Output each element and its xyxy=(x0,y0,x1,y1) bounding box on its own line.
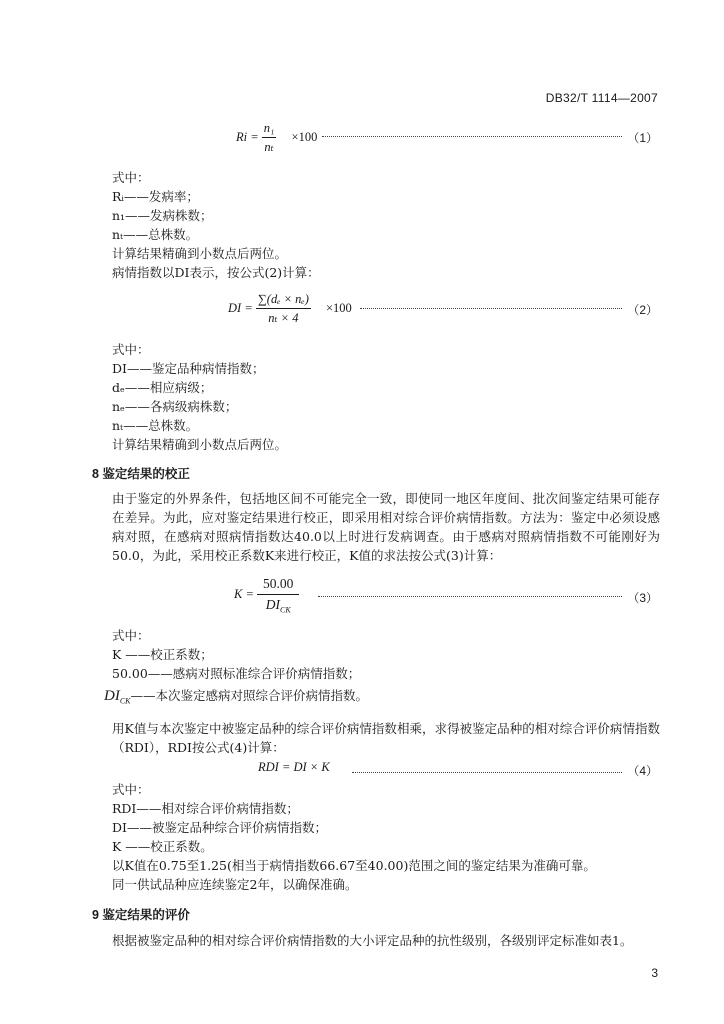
where-2-item: nₑ——各病级病株数； xyxy=(112,399,238,414)
where-4-title: 式中： xyxy=(112,782,150,797)
formula-3-lhs: K = xyxy=(234,587,254,602)
formula-2-fraction xyxy=(256,292,311,326)
formula-3-number: （3） xyxy=(627,591,658,605)
section-8-paragraph: 由于鉴定的外界条件，包括地区间不可能完全一致，即使同一地区年度间、批次间鉴定结果可能存在差异。为此，应对鉴定结果进行校正，即采用相对综合评价病情指数。方法为：鉴定中必须设感病对照，在感病对照病情指数达40.0以上时进行发病调查。由于感病对照病情指数不可能刚好为50.0，为此，采用校正系数K来进行校正，K值的求法按公式(3)计算： xyxy=(112,491,660,563)
formula-1-leader-dots xyxy=(322,136,622,137)
rdi-paragraph: 用K值与本次鉴定中被鉴定品种的综合评价病情指数相乘，求得被鉴定品种的相对综合评价病情指数（RDI），RDI按公式(4)计算： xyxy=(112,721,660,755)
where-2-item: dₑ——相应病级； xyxy=(112,380,213,395)
where-2-item: nₜ——总株数。 xyxy=(112,418,199,433)
where-4-note: 以K值在0.75至1.25(相当于病情指数66.67至40.00)范围之间的鉴定结果为准确可靠。 xyxy=(112,858,596,873)
formula-4: RDI = DI × K xyxy=(258,760,330,774)
where-2-note: 计算结果精确到小数点后两位。 xyxy=(112,437,288,452)
formula-2-lhs: DI = xyxy=(228,300,253,315)
section-9-paragraph: 根据被鉴定品种的相对综合评价病情指数的大小评定品种的抗性级别，各级别评定标准如表1。 xyxy=(112,933,633,948)
where-4-item: RDI——相对综合评价病情指数； xyxy=(112,801,299,816)
standard-number: DB32/T 1114—2007 xyxy=(545,91,658,105)
formula-1 xyxy=(236,121,317,155)
formula-2 xyxy=(228,292,352,326)
formula-1-numerator: n₁ xyxy=(262,121,277,138)
where-3-item: K ——校正系数； xyxy=(112,647,213,662)
formula-1-fraction xyxy=(262,121,277,155)
formula-1-number: （1） xyxy=(627,131,658,145)
formula-3-denominator-di: DI xyxy=(265,597,280,612)
where-3-item: 50.00——感病对照标准综合评价病情指数； xyxy=(112,666,361,681)
formula-3 xyxy=(234,576,299,615)
formula-3-denominator xyxy=(257,595,299,615)
where-3-title: 式中： xyxy=(112,628,150,643)
formula-3-leader-dots xyxy=(318,596,622,597)
where-1-title: 式中： xyxy=(112,170,150,185)
formula-2-multiplier: ×100 xyxy=(325,300,352,315)
where-3-di-symbol: DI xyxy=(104,688,120,704)
formula-1-denominator: nₜ xyxy=(264,140,274,154)
formula-2-numerator: ∑(dₑ × nₑ) xyxy=(256,292,311,309)
where-2-title: 式中： xyxy=(112,342,150,357)
section-9-heading: 9 鉴定结果的评价 xyxy=(92,908,190,922)
formula-4-leader-dots xyxy=(352,772,622,773)
where-4-item: DI——被鉴定品种综合评价病情指数； xyxy=(112,820,327,835)
formula-3-fraction xyxy=(257,576,299,615)
where-3-di-sub: CK xyxy=(119,696,131,706)
where-1-note: 计算结果精确到小数点后两位。 xyxy=(112,246,288,261)
where-2-item: DI——鉴定品种病情指数； xyxy=(112,361,265,376)
where-3-last-item xyxy=(104,688,368,710)
formula-3-numerator: 50.00 xyxy=(257,576,299,595)
where-1-note: 病情指数以DI表示，按公式(2)计算： xyxy=(112,265,320,280)
formula-2-leader-dots xyxy=(360,308,622,309)
where-1-item: Rᵢ——发病率； xyxy=(112,189,199,204)
page-number: 3 xyxy=(651,966,658,980)
formula-2-denominator: nₜ × 4 xyxy=(268,311,299,325)
formula-1-multiplier: ×100 xyxy=(291,129,318,144)
where-1-item: nₜ——总株数。 xyxy=(112,227,199,242)
section-8-heading: 8 鉴定结果的校正 xyxy=(92,467,190,481)
formula-1-lhs: Ri = xyxy=(236,129,259,144)
formula-2-number: （2） xyxy=(627,303,658,317)
formula-4-number: （4） xyxy=(627,764,658,778)
where-1-item: n₁——发病株数； xyxy=(112,208,213,223)
where-4-note: 同一供试品种应连续鉴定2年，以确保准确。 xyxy=(112,877,358,892)
where-4-item: K ——校正系数。 xyxy=(112,839,213,854)
where-3-di-text: ——本次鉴定感病对照综合评价病情指数。 xyxy=(130,688,369,703)
formula-3-denominator-sub: CK xyxy=(280,605,291,615)
